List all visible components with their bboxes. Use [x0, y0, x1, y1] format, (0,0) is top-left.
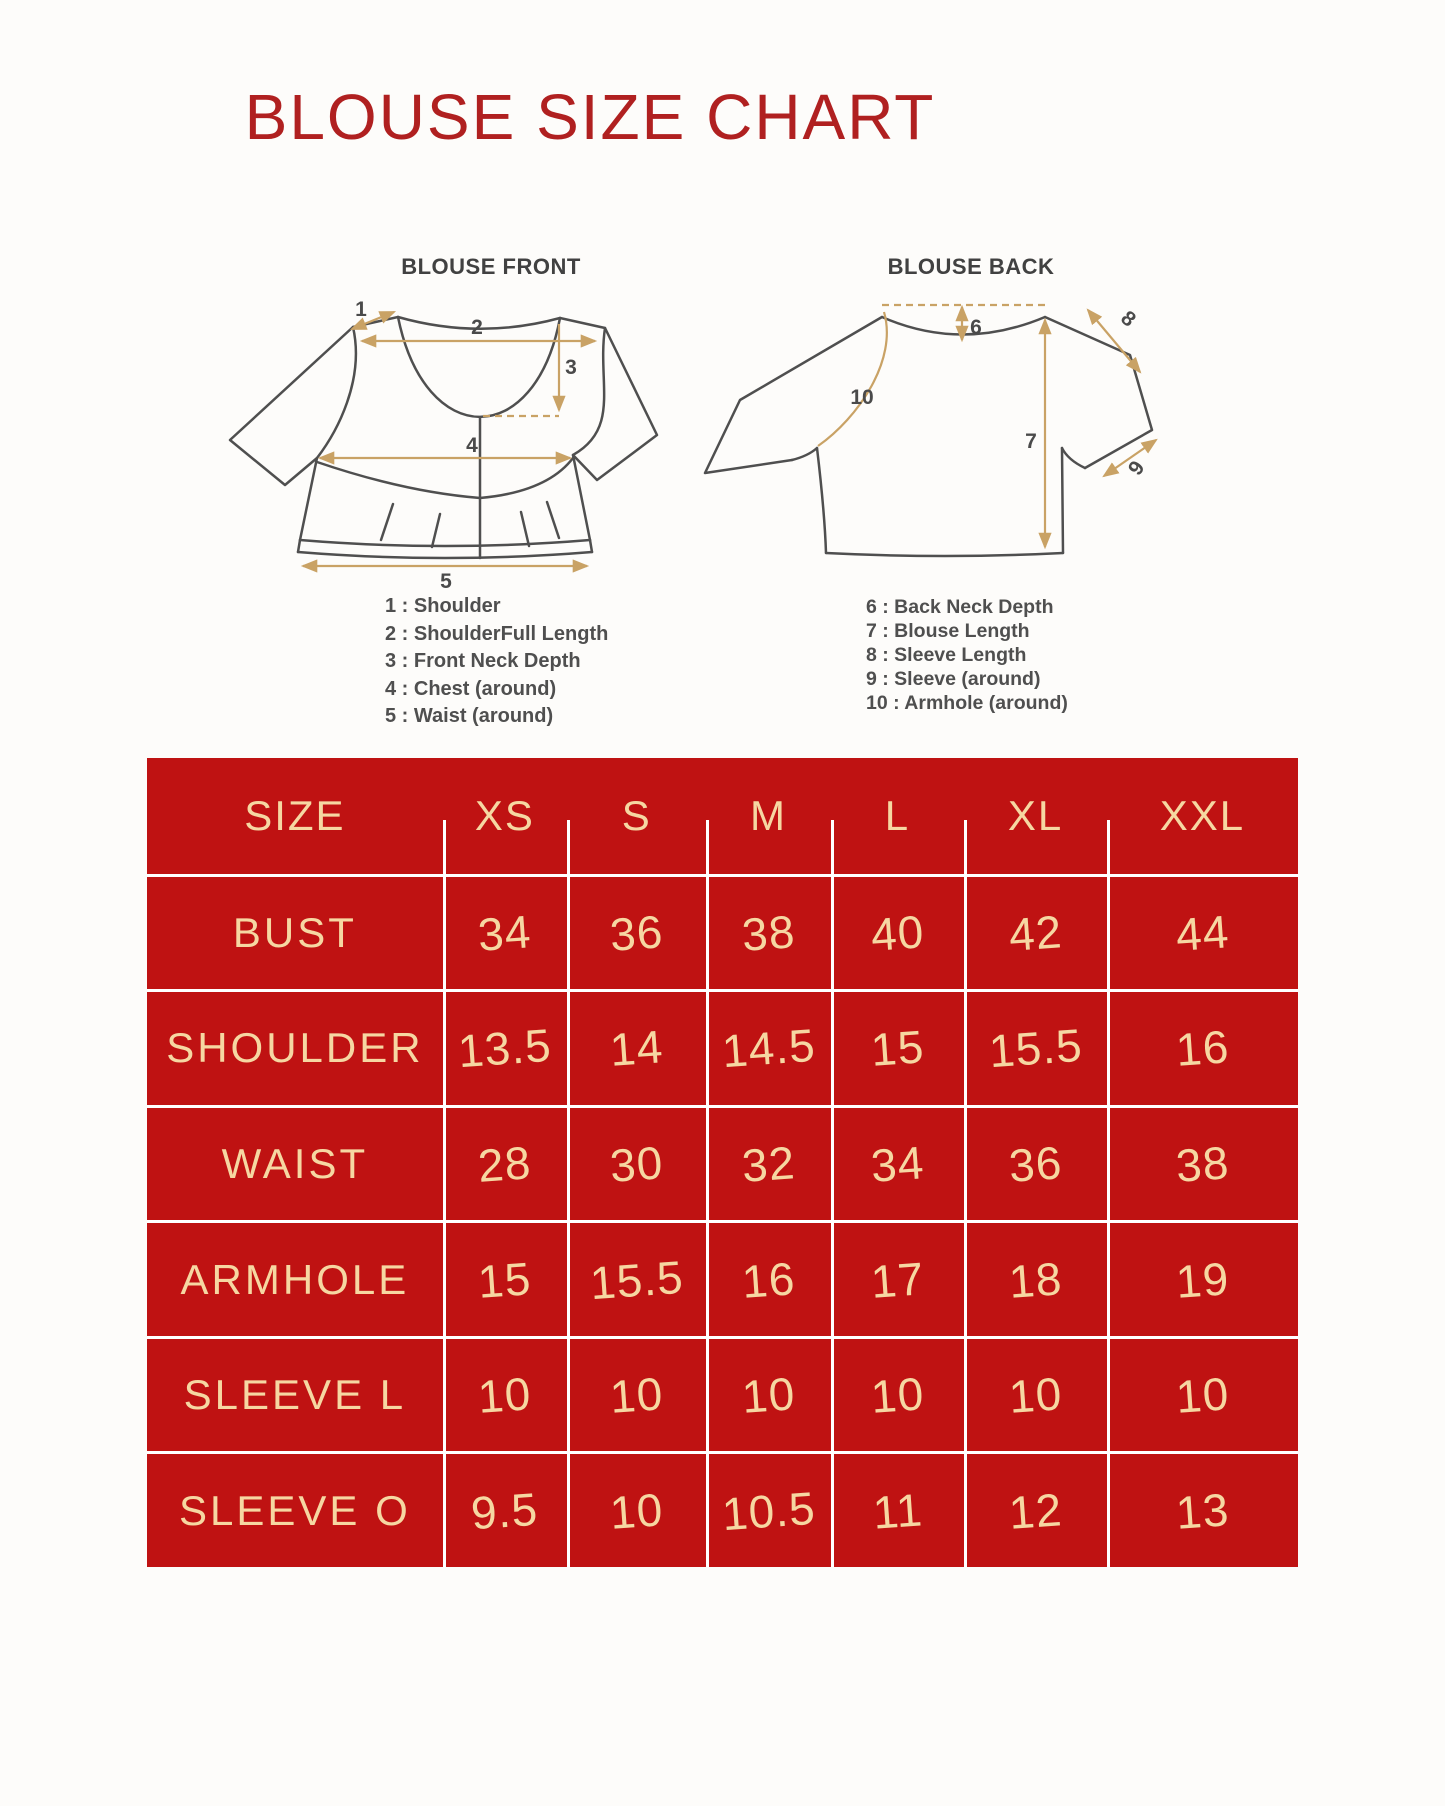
- value-cell: 36: [964, 1108, 1107, 1221]
- value-cell: 15.5: [567, 1223, 706, 1336]
- table-row-sleeve-l: [147, 1336, 1298, 1452]
- legend-item: 5 : Waist (around): [385, 705, 554, 727]
- value-cell: 10: [964, 1339, 1107, 1452]
- legend-item: 1 : Shoulder: [385, 595, 501, 617]
- value-cell: 44: [1107, 877, 1298, 990]
- header-cell-xl: XL: [964, 758, 1107, 874]
- value-cell: 28: [443, 1108, 567, 1221]
- value-cell: 40: [831, 877, 965, 990]
- header-cell-m: M: [706, 758, 830, 874]
- back-marker-9: 9: [1123, 456, 1150, 480]
- table-row-waist: [147, 1105, 1298, 1221]
- front-blouse-outline: [230, 317, 657, 558]
- value-cell: 14: [567, 992, 706, 1105]
- value-cell: 13.5: [443, 992, 567, 1105]
- header-cell-size: SIZE: [244, 791, 346, 839]
- value-cell: 38: [1107, 1108, 1298, 1221]
- front-legend: [385, 593, 608, 731]
- value-cell: 32: [706, 1108, 830, 1221]
- table-row-sleeve-o: [147, 1451, 1298, 1567]
- value-cell: 12: [964, 1454, 1107, 1567]
- value-cell: 10.5: [706, 1454, 830, 1567]
- blouse-front-diagram: [225, 300, 665, 590]
- value-cell: 13: [1107, 1454, 1298, 1567]
- back-measure-arrows: [818, 305, 1156, 547]
- value-cell: 19: [1107, 1223, 1298, 1336]
- table-row-shoulder: [147, 989, 1298, 1105]
- value-cell: 16: [706, 1223, 830, 1336]
- value-cell: 14.5: [706, 992, 830, 1105]
- header-cell-xxl: XXL: [1107, 758, 1298, 874]
- legend-item: 9 : Sleeve (around): [866, 668, 1041, 690]
- legend-item: 7 : Blouse Length: [866, 620, 1030, 642]
- value-cell: 36: [567, 877, 706, 990]
- back-blouse-outline: [705, 317, 1152, 556]
- back-legend: [866, 595, 1068, 715]
- front-marker-1: 1: [355, 300, 367, 321]
- back-marker-10: 10: [850, 386, 874, 409]
- header-cell-xs: XS: [443, 758, 567, 874]
- back-marker-7: 7: [1025, 430, 1037, 453]
- value-cell: 15.5: [964, 992, 1107, 1105]
- value-cell: 38: [706, 877, 830, 990]
- back-marker-6: 6: [970, 316, 982, 339]
- header-cell-l: L: [831, 758, 965, 874]
- value-cell: 10: [706, 1339, 830, 1452]
- value-cell: 15: [831, 992, 965, 1105]
- value-cell: 16: [1107, 992, 1298, 1105]
- value-cell: 10: [567, 1454, 706, 1567]
- row-label-cell: BUST: [232, 908, 357, 956]
- value-cell: 15: [443, 1223, 567, 1336]
- legend-item: 2 : ShoulderFull Length: [385, 622, 609, 645]
- table-row-bust: [147, 874, 1298, 990]
- value-cell: 10: [443, 1339, 567, 1452]
- front-marker-3: 3: [565, 356, 577, 379]
- front-diagram-title: BLOUSE FRONT: [401, 254, 581, 279]
- value-cell: 18: [964, 1223, 1107, 1336]
- blouse-back-diagram: [690, 290, 1160, 590]
- value-cell: 34: [443, 877, 567, 990]
- header-cell-s: S: [567, 758, 706, 874]
- legend-item: 3 : Front Neck Depth: [385, 650, 581, 672]
- value-cell: 42: [964, 877, 1107, 990]
- legend-item: 6 : Back Neck Depth: [866, 596, 1054, 618]
- table-header-row: [147, 758, 1298, 874]
- legend-item: 10 : Armhole (around): [866, 692, 1068, 714]
- row-label-cell: WAIST: [221, 1139, 369, 1187]
- value-cell: 9.5: [443, 1454, 567, 1567]
- value-cell: 10: [567, 1339, 706, 1452]
- value-cell: 17: [831, 1223, 965, 1336]
- value-cell: 10: [831, 1339, 965, 1452]
- row-label-cell: SHOULDER: [166, 1024, 424, 1072]
- legend-item: 8 : Sleeve Length: [866, 644, 1027, 666]
- value-cell: 30: [567, 1108, 706, 1221]
- row-label-cell: SLEEVE O: [179, 1486, 411, 1534]
- front-marker-5: 5: [440, 570, 452, 590]
- value-cell: 11: [831, 1454, 965, 1567]
- table-row-armhole: [147, 1220, 1298, 1336]
- front-marker-2: 2: [471, 316, 483, 339]
- value-cell: 10: [1107, 1339, 1298, 1452]
- page-title: BLOUSE SIZE CHART: [244, 81, 936, 153]
- row-label-cell: ARMHOLE: [180, 1255, 410, 1303]
- row-label-cell: SLEEVE L: [183, 1371, 407, 1419]
- size-table: [147, 758, 1298, 1567]
- back-diagram-title: BLOUSE BACK: [887, 254, 1055, 279]
- front-marker-4: 4: [466, 434, 478, 457]
- value-cell: 34: [831, 1108, 965, 1221]
- back-marker-8: 8: [1116, 306, 1141, 332]
- legend-item: 4 : Chest (around): [385, 677, 557, 700]
